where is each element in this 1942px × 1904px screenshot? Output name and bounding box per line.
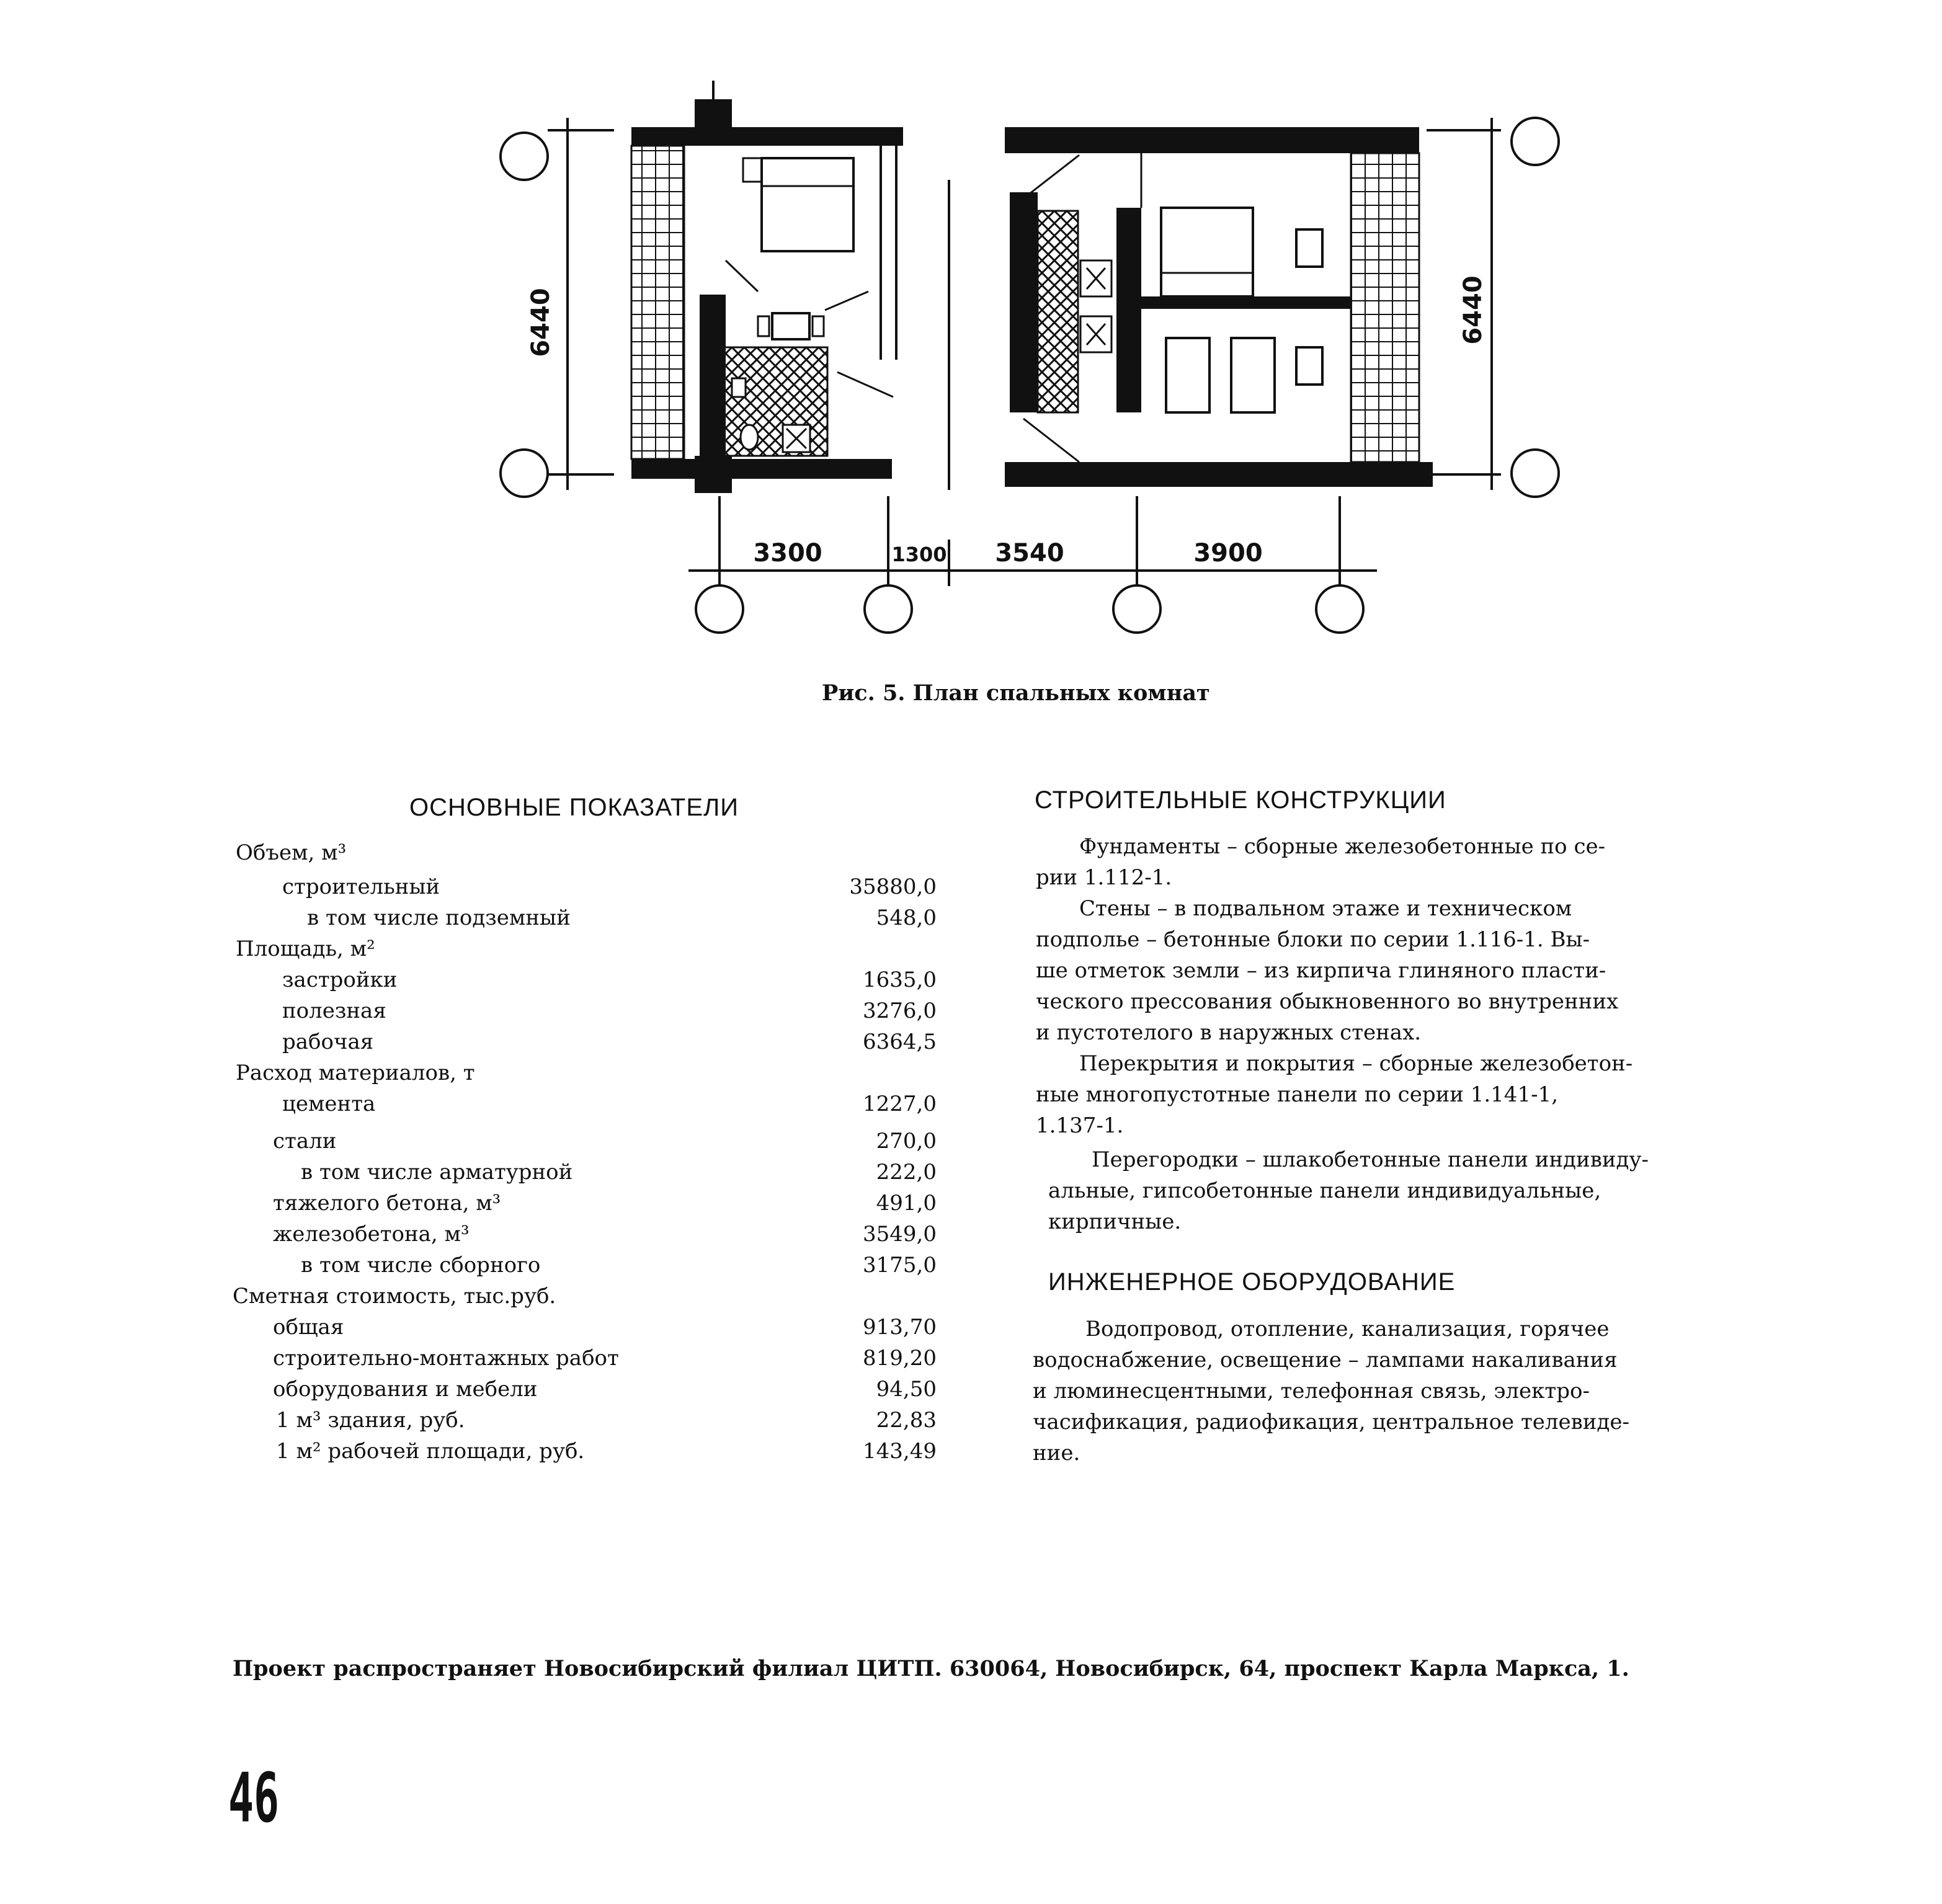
constructions-paragraph: Перегородки – шлакобетонные панели индивиду- альные, гипсобетонные панели индивидуальные, кирпичные. — [1048, 1147, 1649, 1234]
left-room-plan — [631, 99, 903, 493]
dimension-3540: 3540 — [995, 539, 1064, 567]
indicator-row: в том числе подземный 548,0 — [307, 905, 937, 930]
constructions-paragraph: Фундаменты – сборные железобетонные по се- рии 1.112-1. — [1036, 834, 1606, 890]
indicator-row: 1 м² рабочей площади, руб. 143,49 — [276, 1439, 937, 1464]
floor-plan-figure — [490, 74, 1569, 645]
indicators-title: ОСНОВНЫЕ ПОКАЗАТЕЛИ — [409, 794, 739, 821]
indicator-row: в том числе сборного 3175,0 — [301, 1253, 937, 1278]
constructions-paragraph: Стены – в подвальном этаже и техническом подполье – бетонные блоки по серии 1.116-1. Вы- ше отметок земли – из кирпича глиняного пласти- ческого прессования обыкновенного во внутренних и пустотелого в наружных стенах. — [1036, 896, 1619, 1045]
indicator-row: в том числе арматурной 222,0 — [301, 1160, 937, 1185]
dimension-3300: 3300 — [753, 539, 822, 567]
dimension-height-right: 6440 — [1459, 275, 1487, 345]
indicator-row: Площадь, м² — [236, 936, 375, 961]
indicator-row: Сметная стоимость, тыс.руб. — [233, 1284, 556, 1309]
indicator-row: оборудования и мебели 94,50 — [273, 1377, 937, 1402]
constructions-paragraph: Перекрытия и покрытия – сборные железобетон- ные многопустотные панели по серии 1.141-1, 1.137-1. — [1036, 1051, 1633, 1138]
engineering-title: ИНЖЕНЕРНОЕ ОБОРУДОВАНИЕ — [1048, 1268, 1456, 1296]
indicator-row: Расход материалов, т — [236, 1061, 475, 1085]
indicator-row: застройки 1635,0 — [282, 968, 937, 992]
indicator-row: цемента 1227,0 — [282, 1092, 937, 1116]
footer-note: Проект распространяет Новосибирский филиал ЦИТП. 630064, Новосибирск, 64, проспект Карла Маркса, 1. — [233, 1656, 1629, 1681]
page-number: 46 — [228, 1758, 280, 1838]
indicator-row: рабочая 6364,5 — [282, 1030, 937, 1054]
indicator-row: строительно-монтажных работ 819,20 — [273, 1346, 937, 1371]
indicator-row: стали 270,0 — [273, 1129, 937, 1154]
indicator-row: Объем, м³ — [236, 840, 347, 865]
indicator-row: тяжелого бетона, м³ 491,0 — [273, 1191, 937, 1216]
indicator-row: общая 913,70 — [273, 1315, 937, 1340]
engineering-paragraph: Водопровод, отопление, канализация, горячее водоснабжение, освещение – лампами накаливания и люминесцентными, телефонная связь, электро- часификация, радиофикация, центральное телевиде- ние. — [1033, 1317, 1629, 1466]
dimension-3900: 3900 — [1193, 539, 1263, 567]
dimension-height-left: 6440 — [527, 288, 555, 357]
right-room-plan — [1005, 127, 1433, 487]
dimension-1300: 1300 — [891, 543, 947, 566]
indicator-row: 1 м³ здания, руб. 22,83 — [276, 1408, 937, 1433]
constructions-title: СТРОИТЕЛЬНЫЕ КОНСТРУКЦИИ — [1035, 786, 1446, 814]
indicator-row: полезная 3276,0 — [282, 999, 937, 1023]
indicator-row: железобетона, м³ 3549,0 — [273, 1222, 937, 1247]
indicator-row: строительный 35880,0 — [282, 874, 937, 899]
figure-caption: Рис. 5. План спальных комнат — [822, 680, 1210, 706]
